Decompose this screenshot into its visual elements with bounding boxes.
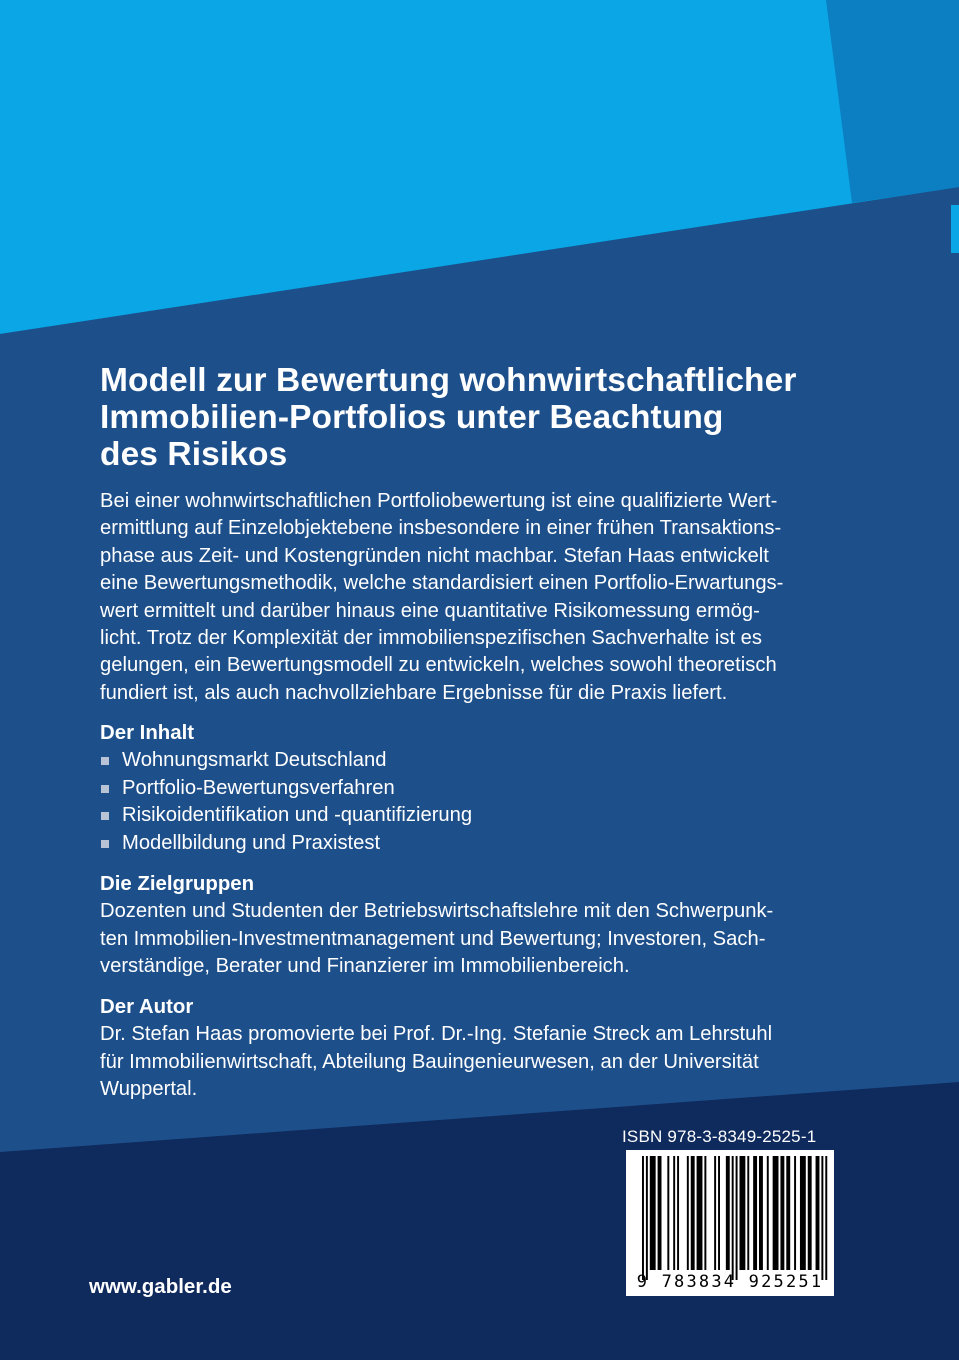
barcode-bar bbox=[767, 1156, 769, 1270]
barcode-bar bbox=[726, 1156, 730, 1270]
barcode-bar bbox=[747, 1156, 749, 1270]
edge-marker bbox=[951, 205, 959, 253]
barcode-bar bbox=[816, 1156, 820, 1270]
barcode-bar bbox=[773, 1156, 779, 1270]
title-line: des Risikos bbox=[100, 436, 288, 473]
description-line: fundiert ist, als auch nachvollziehbare Ergebnisse für die Praxis liefert. bbox=[100, 681, 728, 704]
barcode-bar bbox=[658, 1156, 662, 1270]
list-item bbox=[100, 775, 860, 802]
list-item bbox=[100, 747, 860, 774]
contents-list bbox=[100, 747, 860, 857]
description-line: eine Bewertungsmethodik, welche standardisiert einen Portfolio-Erwartungs- bbox=[100, 572, 784, 595]
square-bullet-icon bbox=[101, 757, 109, 765]
barcode-bar bbox=[794, 1156, 796, 1270]
isbn-label: ISBN 978-3-8349-2525-1 bbox=[622, 1127, 817, 1146]
barcode-bar bbox=[667, 1156, 669, 1270]
target-groups-text bbox=[100, 898, 860, 980]
text-line: Dozenten und Studenten der Betriebswirtschaftslehre mit den Schwerpunk- bbox=[100, 900, 774, 923]
barcode-bar bbox=[786, 1156, 790, 1270]
barcode-bar bbox=[642, 1156, 644, 1280]
section-heading-target-groups: Die Zielgruppen bbox=[100, 873, 255, 895]
list-item-label: Modellbildung und Praxistest bbox=[122, 831, 381, 854]
barcode-bar bbox=[704, 1156, 706, 1270]
text-line: für Immobilienwirtschaft, Abteilung Bauingenieurwesen, an der Universität bbox=[100, 1050, 759, 1073]
list-item bbox=[100, 830, 860, 857]
description-line: gelungen, ein Bewertungsmodell zu entwickeln, welches sowohl theoretisch bbox=[100, 654, 777, 677]
barcode-bar bbox=[808, 1156, 812, 1270]
book-description bbox=[100, 488, 860, 707]
barcode-bar bbox=[673, 1156, 675, 1270]
barcode-bar bbox=[697, 1156, 703, 1270]
barcode-bar bbox=[691, 1156, 695, 1270]
barcode-bar bbox=[759, 1156, 763, 1270]
barcode-bar bbox=[732, 1156, 734, 1280]
description-line: wert ermittelt und darüber hinaus eine quantitative Risikomessung ermög- bbox=[100, 599, 760, 622]
barcode-bar bbox=[736, 1156, 738, 1280]
list-item-label: Wohnungsmarkt Deutschland bbox=[122, 749, 387, 772]
section-author bbox=[100, 994, 860, 1104]
book-title bbox=[100, 362, 860, 473]
barcode-bar bbox=[718, 1156, 720, 1270]
description-line: ermittlung auf Einzelobjektebene insbesondere in einer frühen Transaktions- bbox=[100, 517, 782, 540]
section-target-groups bbox=[100, 871, 860, 981]
list-item-label: Portfolio-Bewertungsverfahren bbox=[122, 776, 395, 799]
barcode-bar bbox=[677, 1156, 679, 1270]
barcode-bar bbox=[753, 1156, 757, 1270]
section-heading-contents: Der Inhalt bbox=[100, 722, 195, 744]
section-heading-author: Der Autor bbox=[100, 996, 194, 1018]
list-item bbox=[100, 802, 860, 829]
title-line: Modell zur Bewertung wohnwirtschaftlicher bbox=[100, 362, 797, 399]
description-line: phase aus Zeit- und Kostengründen nicht machbar. Stefan Haas entwickelt bbox=[100, 544, 769, 567]
barcode-bar bbox=[740, 1156, 746, 1270]
text-line: Wuppertal. bbox=[100, 1078, 198, 1101]
barcode-bar bbox=[780, 1156, 784, 1270]
barcode-bar bbox=[714, 1156, 716, 1270]
list-item-label: Risikoidentifikation und -quantifizierung bbox=[122, 804, 473, 827]
publisher-website: www.gabler.de bbox=[89, 1275, 232, 1298]
description-line: licht. Trotz der Komplexität der immobilienspezifischen Sachverhalte ist es bbox=[100, 627, 762, 650]
square-bullet-icon bbox=[101, 812, 109, 820]
barcode-digits: 9 783834 925251 bbox=[636, 1272, 824, 1292]
text-line: Dr. Stefan Haas promovierte bei Prof. Dr.-Ing. Stefanie Streck am Lehrstuhl bbox=[100, 1023, 773, 1046]
barcode-bar bbox=[825, 1156, 827, 1280]
barcode-bar bbox=[821, 1156, 823, 1280]
author-text bbox=[100, 1021, 860, 1103]
text-line: verständige, Berater und Finanzierer im Immobilienbereich. bbox=[100, 955, 630, 978]
barcode bbox=[626, 1150, 834, 1296]
barcode-bar bbox=[646, 1156, 648, 1280]
title-line: Immobilien-Portfolios unter Beachtung bbox=[100, 399, 724, 436]
barcode-bar bbox=[800, 1156, 806, 1270]
square-bullet-icon bbox=[101, 840, 109, 848]
section-contents bbox=[100, 720, 860, 857]
text-line: ten Immobilien-Investmentmanagement und Bewertung; Investoren, Sach- bbox=[100, 927, 766, 950]
barcode-bar bbox=[687, 1156, 689, 1270]
description-line: Bei einer wohnwirtschaftlichen Portfoliobewertung ist eine qualifizierte Wert- bbox=[100, 490, 778, 512]
square-bullet-icon bbox=[101, 785, 109, 793]
barcode-bar bbox=[650, 1156, 656, 1270]
